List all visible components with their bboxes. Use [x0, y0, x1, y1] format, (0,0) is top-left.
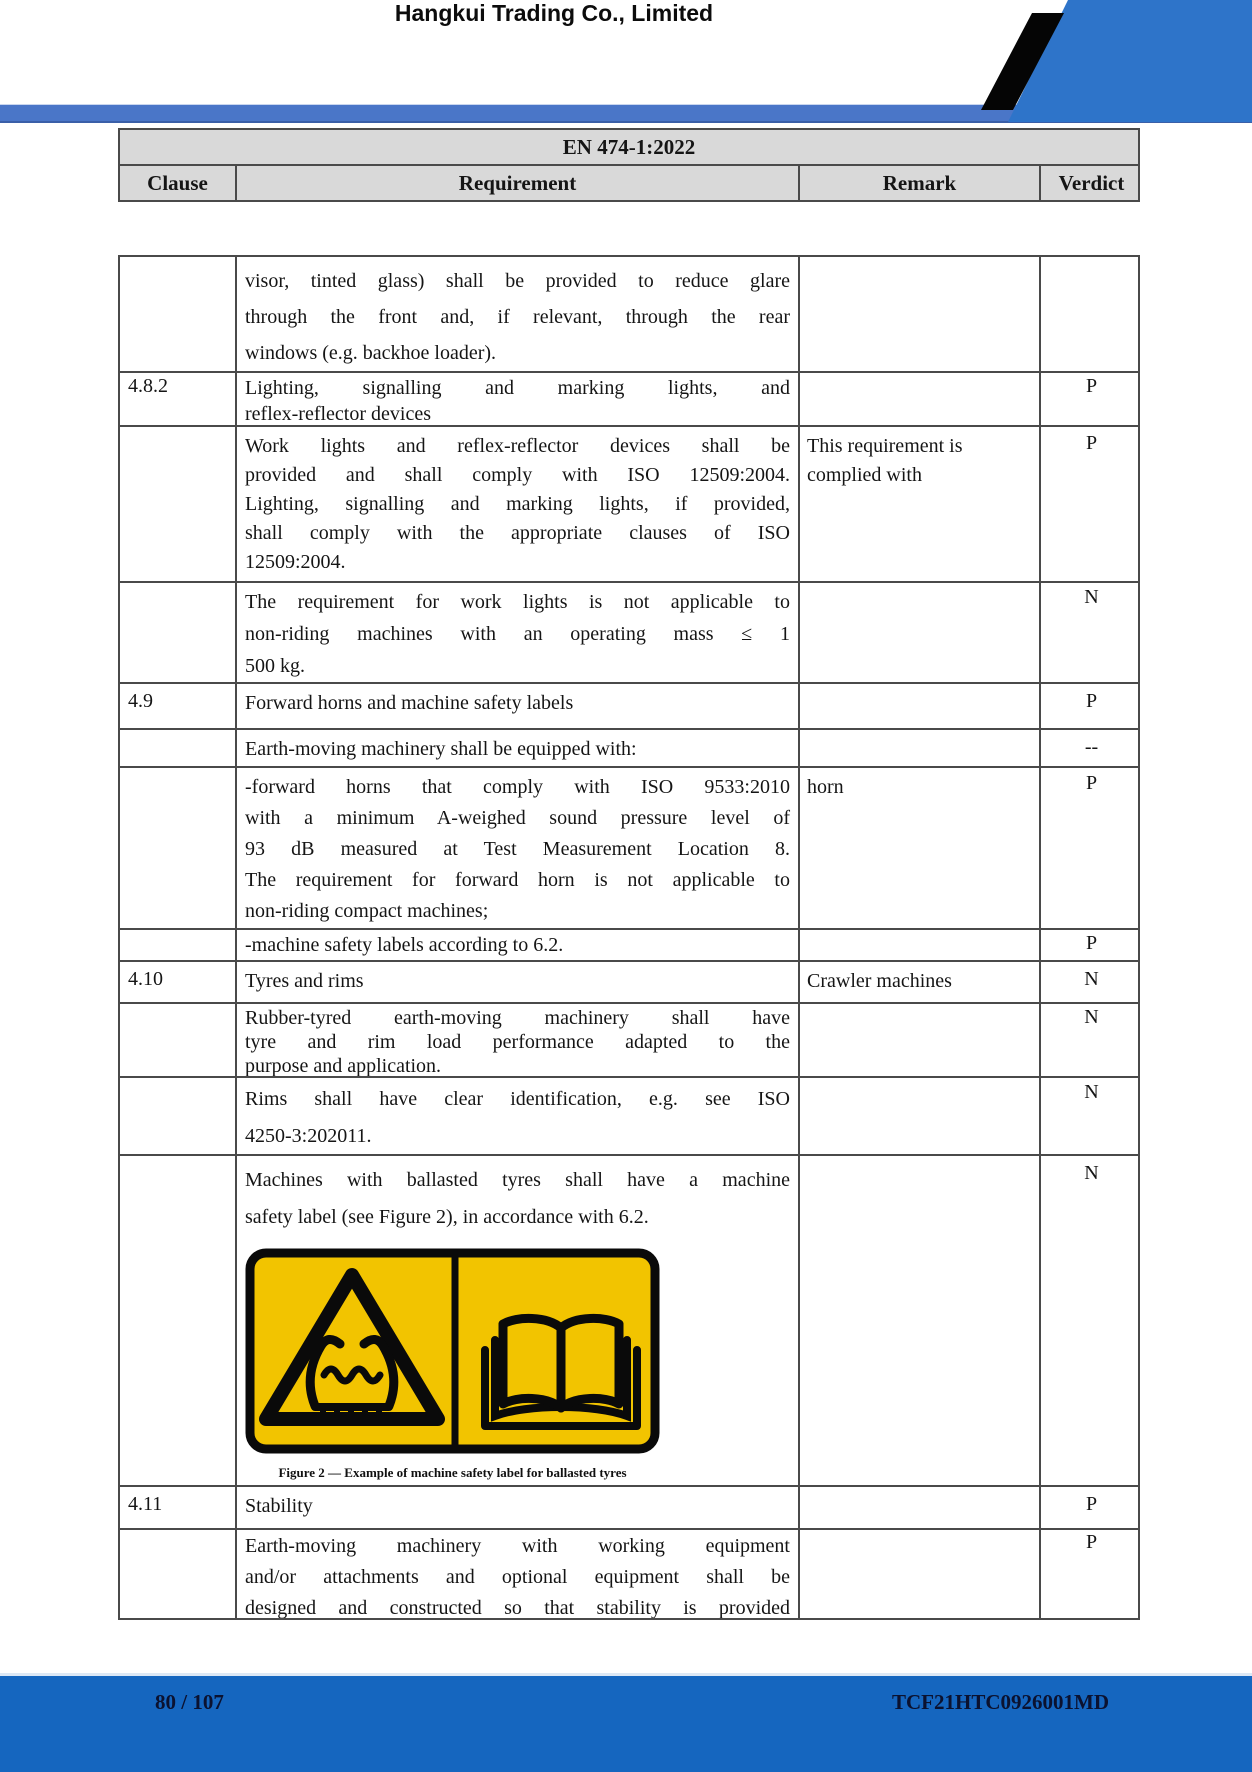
remark-cell [798, 930, 1039, 960]
clause-cell [120, 930, 235, 960]
requirement-line: tyre and rim load performance adapted to the [245, 1031, 790, 1053]
table-row [120, 257, 1138, 371]
requirement-cell [235, 1004, 798, 1076]
clause-cell [120, 1156, 235, 1485]
verdict-cell: P [1039, 768, 1142, 928]
requirement-cell [235, 768, 798, 928]
requirement-cell [235, 1078, 798, 1154]
remark-cell [798, 1004, 1039, 1076]
remark-cell [798, 257, 1039, 371]
requirement-line: Rims shall have clear identification, e.g. see ISO [245, 1088, 790, 1110]
verdict-cell: P [1039, 373, 1142, 425]
remark-cell [798, 1156, 1039, 1485]
requirement-line: -machine safety labels according to 6.2. [245, 934, 564, 956]
table-row [120, 928, 1138, 960]
requirement-line: Lighting, signalling and marking lights, and [245, 377, 790, 399]
requirement-line: Lighting, signalling and marking lights, if provided, [245, 493, 790, 515]
requirement-line: reflex-reflector devices [245, 403, 431, 425]
remark-line: This requirement is [807, 435, 963, 457]
requirement-line: Rubber-tyred earth-moving machinery shall have [245, 1007, 790, 1029]
table-row [120, 960, 1138, 1002]
requirement-line: Forward horns and machine safety labels [245, 692, 574, 714]
table-row [120, 766, 1138, 928]
requirement-line: windows (e.g. backhoe loader). [245, 342, 497, 364]
clause-cell [120, 1004, 235, 1076]
remark-cell [798, 583, 1039, 682]
column-header-row [120, 166, 1138, 200]
requirement-line: 12509:2004. [245, 551, 346, 573]
remark-cell [798, 730, 1039, 766]
column-header-requirement: Requirement [235, 166, 798, 200]
verdict-cell: N [1039, 962, 1142, 1002]
requirement-cell [235, 1487, 798, 1528]
remark-line: Crawler machines [807, 970, 952, 992]
requirement-cell [235, 427, 798, 581]
remark-cell [798, 768, 1039, 928]
clause-cell: 4.11 [128, 1493, 163, 1515]
footer-band [0, 1673, 1252, 1772]
clause-cell [120, 1530, 235, 1618]
table-row [120, 371, 1138, 425]
clause-cell [120, 768, 235, 928]
requirement-line: -forward horns that comply with ISO 9533:2010 [245, 776, 790, 798]
verdict-cell: P [1039, 1530, 1142, 1618]
remark-cell [798, 962, 1039, 1002]
requirement-line: The requirement for forward horn is not applicable to [245, 869, 790, 891]
requirement-line: 93 dB measured at Test Measurement Location 8. [245, 838, 790, 860]
verdict-cell: N [1039, 583, 1142, 682]
requirement-cell [235, 684, 798, 728]
clause-cell [120, 257, 235, 371]
requirement-line: purpose and application. [245, 1055, 442, 1076]
table-row [120, 1076, 1138, 1154]
table-row [120, 1528, 1138, 1618]
ballasted-tyres-safety-label-figure [245, 1248, 660, 1481]
column-header-remark: Remark [798, 166, 1039, 200]
verdict-cell: P [1039, 427, 1142, 581]
requirement-line: designed and constructed so that stability is provided [245, 1597, 790, 1618]
verdict-cell: N [1039, 1078, 1142, 1154]
requirements-table [118, 255, 1140, 1620]
requirement-line: Tyres and rims [245, 970, 364, 992]
remark-cell [798, 684, 1039, 728]
requirement-line: through the front and, if relevant, through the rear [245, 306, 790, 328]
table-row [120, 728, 1138, 766]
clause-cell [120, 583, 235, 682]
requirement-cell [235, 962, 798, 1002]
requirement-cell [235, 1530, 798, 1618]
column-header-verdict: Verdict [1039, 166, 1142, 200]
standard-title: EN 474-1:2022 [120, 130, 1138, 166]
requirement-cell [235, 583, 798, 682]
remark-line: horn [807, 776, 844, 798]
verdict-cell: N [1039, 1004, 1142, 1076]
requirement-cell [235, 257, 798, 371]
requirement-line: and/or attachments and optional equipment shall be [245, 1566, 790, 1588]
verdict-cell [1039, 257, 1142, 371]
requirement-line: Earth-moving machinery shall be equipped with: [245, 738, 637, 760]
page-title: Hangkui Trading Co., Limited [394, 0, 714, 26]
remark-cell [798, 1078, 1039, 1154]
requirement-line: non-riding machines with an operating mass ≤ 1 [245, 623, 790, 645]
requirement-line: Stability [245, 1495, 313, 1517]
requirement-cell [235, 730, 798, 766]
remark-cell [798, 373, 1039, 425]
requirement-cell [235, 930, 798, 960]
verdict-cell: P [1039, 1487, 1142, 1528]
requirement-line: Machines with ballasted tyres shall have a machine [245, 1169, 790, 1191]
table-row [120, 1154, 1138, 1485]
requirement-line: Earth-moving machinery with working equipment [245, 1535, 790, 1557]
clause-cell [120, 427, 235, 581]
requirement-line: 4250-3:202011. [245, 1125, 372, 1147]
table-row [120, 425, 1138, 581]
standard-header-table [118, 128, 1140, 202]
verdict-cell: P [1039, 684, 1142, 728]
clause-cell [120, 1078, 235, 1154]
safety-label-image [245, 1248, 660, 1454]
remark-line: complied with [807, 464, 922, 486]
requirement-line: with a minimum A-weighed sound pressure level of [245, 807, 790, 829]
requirement-line: shall comply with the appropriate clauses of ISO [245, 522, 790, 544]
column-header-clause: Clause [147, 170, 208, 195]
clause-cell [120, 730, 235, 766]
requirement-line: 500 kg. [245, 655, 305, 677]
remark-cell [798, 427, 1039, 581]
figure-caption: Figure 2 — Example of machine safety label for ballasted tyres [278, 1465, 627, 1480]
table-row [120, 682, 1138, 728]
requirement-cell [235, 373, 798, 425]
page-number: 80 / 107 [155, 1690, 224, 1714]
requirement-line: visor, tinted glass) shall be provided to reduce glare [245, 270, 790, 292]
requirement-line: safety label (see Figure 2), in accordance with 6.2. [245, 1206, 649, 1228]
requirement-cell [235, 1156, 798, 1485]
table-row [120, 581, 1138, 682]
table-row [120, 1485, 1138, 1528]
requirement-line: provided and shall comply with ISO 12509:2004. [245, 464, 790, 486]
report-code: TCF21HTC0926001MD [892, 1690, 1109, 1714]
verdict-cell: N [1039, 1156, 1142, 1485]
clause-cell: 4.9 [128, 690, 153, 712]
remark-cell [798, 1530, 1039, 1618]
clause-cell: 4.8.2 [128, 375, 168, 397]
table-row [120, 1002, 1138, 1076]
requirement-line: Work lights and reflex-reflector devices shall be [245, 435, 790, 457]
verdict-cell: P [1039, 930, 1142, 960]
clause-cell: 4.10 [128, 968, 163, 990]
remark-cell [798, 1487, 1039, 1528]
requirement-line: The requirement for work lights is not applicable to [245, 591, 790, 613]
verdict-cell: -- [1039, 730, 1142, 766]
requirement-line: non-riding compact machines; [245, 900, 489, 922]
